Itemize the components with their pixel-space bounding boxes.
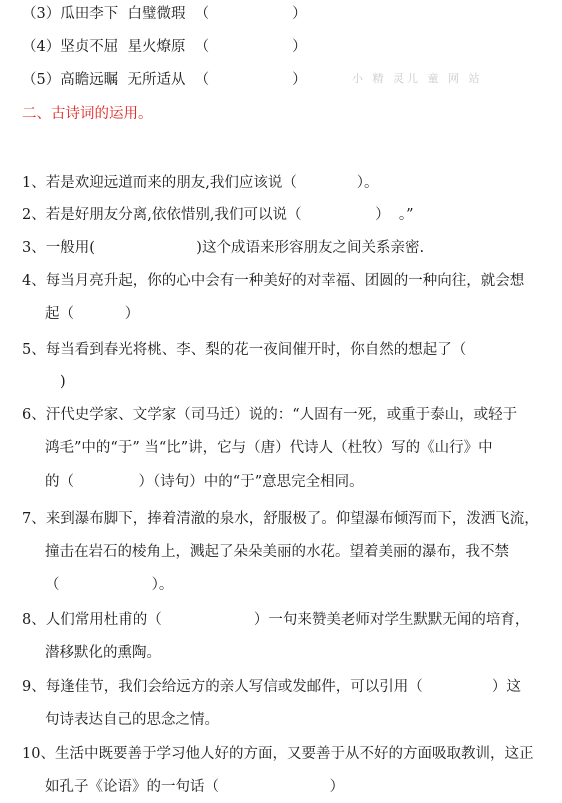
question-line: 5、每当看到春光将桃、李、梨的花一夜间催开时，你自然的想起了（ — [22, 342, 467, 358]
question-line: 6、汗代史学家、文学家（司马迁）说的：“人固有一死，或重于泰山，或轻于 — [22, 407, 518, 423]
question-line: ) — [60, 374, 66, 390]
question-line: 3、一般用( )这个成语来形容朋友之间关系亲密. — [22, 240, 425, 256]
question-line: 起（ ） — [45, 306, 140, 322]
question-line: 句诗表达自己的思念之情。 — [45, 712, 219, 728]
part1-item-5: （5）高瞻远瞩 无所适从 （ ） — [22, 72, 307, 88]
question-line: 10、生活中既要善于学习他人好的方面，又要善于从不好的方面吸取教训，这正 — [22, 746, 534, 762]
question-line: 9、每逢佳节，我们会给远方的亲人写信或发邮件，可以引用（ ）这 — [22, 679, 521, 695]
question-line: 7、来到瀑布脚下，捧着清澈的泉水，舒服极了。仰望瀑布倾泻而下，泼洒飞流， — [22, 511, 539, 527]
question-line: 潜移默化的熏陶。 — [45, 645, 161, 661]
section-2-title: 二、古诗词的运用。 — [22, 106, 153, 122]
question-line: 2、若是好朋友分离,依依惜别,我们可以说（ ） 。” — [22, 207, 414, 223]
question-line: 4、每当月亮升起，你的心中会有一种美好的对幸福、团圆的一种向往，就会想 — [22, 273, 525, 289]
watermark: 小 精 灵儿 童 网 站 — [352, 72, 483, 85]
part1-item-3: （3）瓜田李下 白璧微瑕 （ ） — [22, 6, 307, 22]
question-line: 的（ ）（诗句）中的“于”意思完全相同。 — [45, 474, 364, 490]
question-line: 1、若是欢迎远道而来的朋友,我们应该说（ ）。 — [22, 175, 379, 191]
question-line: 8、人们常用杜甫的（ ）一句来赞美老师对学生默默无闻的培育， — [22, 612, 530, 628]
question-line: 鸿毛”中的“于” 当“比”讲，它与（唐）代诗人（杜牧）写的《山行》中 — [45, 440, 493, 456]
question-line: 如孔子《论语》的一句话（ ） — [45, 779, 345, 795]
question-line: 撞击在岩石的棱角上，溅起了朵朵美丽的水花。望着美丽的瀑布，我不禁 — [45, 544, 509, 560]
part1-item-4: （4）坚贞不屈 星火燎原 （ ） — [22, 39, 307, 55]
question-line: （ ）。 — [45, 577, 174, 593]
